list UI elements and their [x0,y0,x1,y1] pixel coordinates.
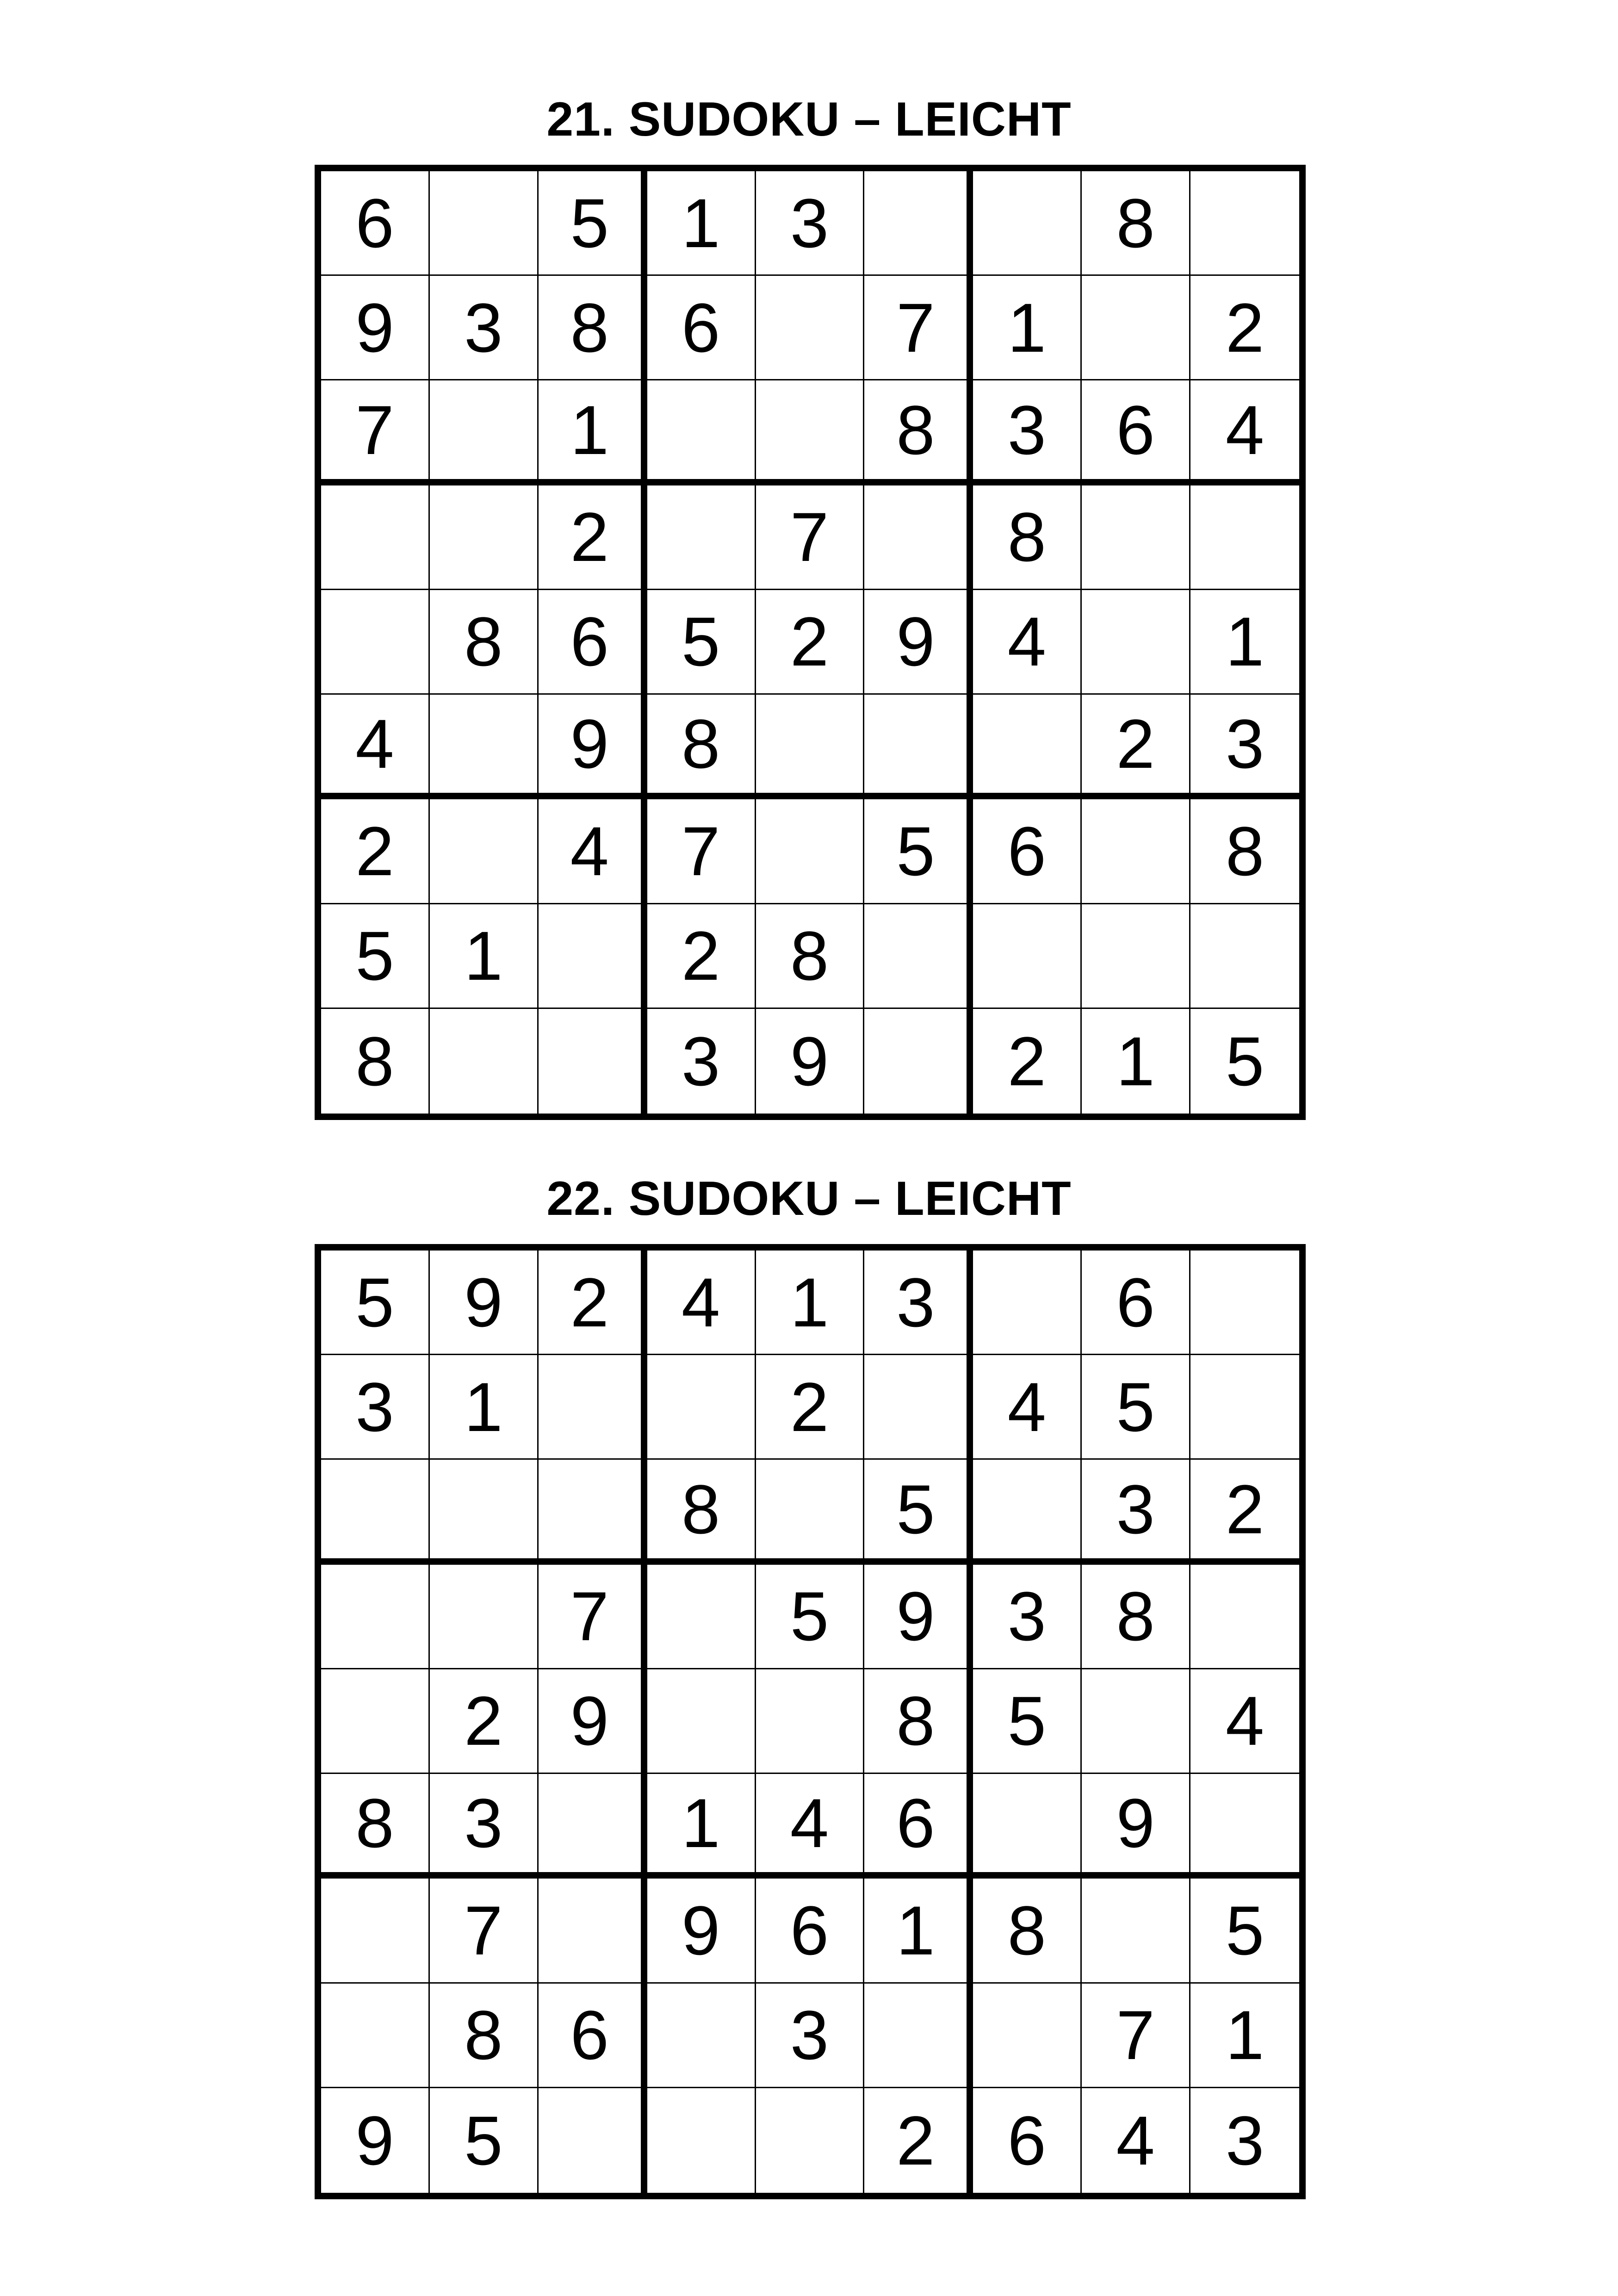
sudoku-cell[interactable]: 9 [321,276,430,380]
sudoku-cell[interactable]: 8 [430,1984,539,2088]
sudoku-cell[interactable] [430,695,539,799]
sudoku-cell[interactable]: 7 [756,485,865,590]
sudoku-cell[interactable]: 9 [756,1009,865,1114]
sudoku-cell[interactable]: 9 [864,590,973,695]
sudoku-cell[interactable] [430,1460,539,1564]
sudoku-cell[interactable]: 5 [1190,1879,1299,1983]
sudoku-cell[interactable]: 2 [647,904,756,1009]
sudoku-cell[interactable]: 1 [1082,1009,1190,1114]
sudoku-cell[interactable]: 5 [539,171,647,276]
sudoku-cell[interactable] [1082,1669,1190,1774]
sudoku-cell[interactable]: 4 [756,1774,865,1879]
sudoku-cell[interactable]: 3 [647,1009,756,1114]
sudoku-cell[interactable]: 3 [1190,695,1299,799]
sudoku-cell[interactable]: 3 [864,1251,973,1355]
sudoku-cell[interactable] [1082,799,1190,904]
sudoku-cell[interactable] [647,1565,756,1669]
sudoku-cell[interactable]: 4 [973,590,1082,695]
sudoku-cell[interactable]: 8 [321,1774,430,1879]
sudoku-cell[interactable] [321,1879,430,1983]
sudoku-cell[interactable]: 9 [647,1879,756,1983]
sudoku-cell[interactable]: 7 [647,799,756,904]
sudoku-cell[interactable] [1190,904,1299,1009]
sudoku-cell[interactable]: 9 [321,2088,430,2193]
sudoku-cell[interactable]: 5 [864,1460,973,1564]
sudoku-cell[interactable]: 8 [539,276,647,380]
sudoku-cell[interactable] [864,1984,973,2088]
sudoku-cell[interactable]: 2 [756,1355,865,1460]
sudoku-cell[interactable]: 1 [430,904,539,1009]
sudoku-cell[interactable]: 8 [647,1460,756,1564]
sudoku-cell[interactable]: 1 [430,1355,539,1460]
sudoku-cell[interactable] [321,1669,430,1774]
sudoku-cell[interactable]: 4 [539,799,647,904]
sudoku-cell[interactable]: 9 [864,1565,973,1669]
sudoku-cell[interactable]: 5 [1225,1022,1265,1100]
sudoku-cell[interactable] [756,380,865,485]
sudoku-grid [315,165,1306,1120]
sudoku-cell[interactable]: 1 [647,171,756,276]
sudoku-cell[interactable]: 6 [539,1984,647,2088]
sudoku-cell[interactable] [430,799,539,904]
sudoku-cell[interactable]: 6 [756,1879,865,1983]
sudoku-cell[interactable]: 4 [973,1355,1082,1460]
sudoku-cell[interactable] [864,1355,973,1460]
sudoku-cell[interactable]: 6 [321,171,430,276]
sudoku-cell[interactable] [430,171,539,276]
sudoku-cell[interactable] [647,485,756,590]
sudoku-cell[interactable]: 9 [539,695,647,799]
sudoku-cell[interactable] [973,695,1082,799]
sudoku-cell[interactable]: 1 [973,276,1082,380]
sudoku-cell[interactable]: 5 [321,904,430,1009]
sudoku-grid [315,1244,1306,2199]
sudoku-cell[interactable] [647,1984,756,2088]
sudoku-cell[interactable] [647,2088,756,2193]
sudoku-cell[interactable] [756,1669,865,1774]
sudoku-cell[interactable]: 5 [430,2088,539,2193]
sudoku-cell[interactable]: 2 [539,485,647,590]
sudoku-cell[interactable] [539,2088,647,2193]
sudoku-cell[interactable]: 6 [1082,1251,1190,1355]
sudoku-cell[interactable] [1190,1565,1299,1669]
sudoku-cell[interactable]: 5 [647,590,756,695]
sudoku-cell[interactable]: 4 [1082,2088,1190,2193]
sudoku-cell[interactable] [1190,1251,1299,1355]
sudoku-cell[interactable]: 8 [973,485,1082,590]
sudoku-cell[interactable] [1082,904,1190,1009]
sudoku-cell[interactable]: 8 [1082,1565,1190,1669]
sudoku-cell[interactable]: 1 [539,380,647,485]
sudoku-cell[interactable] [1190,171,1299,276]
sudoku-cell[interactable] [1082,1879,1190,1983]
sudoku-cell[interactable] [756,799,865,904]
sudoku-cell[interactable]: 6 [973,799,1082,904]
sudoku-cell[interactable]: 6 [864,1774,973,1879]
sudoku-cell[interactable] [973,1251,1082,1355]
sudoku-cell[interactable] [973,171,1082,276]
sudoku-cell[interactable]: 2 [1082,695,1190,799]
sudoku-cell[interactable] [973,1984,1082,2088]
sudoku-cell[interactable]: 2 [430,1669,539,1774]
sudoku-cell[interactable] [973,904,1082,1009]
sudoku-cell[interactable] [539,1355,647,1460]
sudoku-cell[interactable] [864,485,973,590]
sudoku-cell[interactable] [1190,485,1299,590]
puzzle-title: 21. SUDOKU – LEICHT [546,93,1072,146]
sudoku-cell[interactable]: 6 [1082,380,1190,485]
sudoku-cell[interactable] [430,1009,539,1114]
sudoku-cell[interactable] [321,1984,430,2088]
sudoku-cell[interactable]: 7 [321,380,430,485]
sudoku-cell[interactable] [756,276,865,380]
sudoku-cell[interactable]: 7 [864,276,973,380]
sudoku-cell[interactable]: 2 [973,1009,1082,1114]
sudoku-cell[interactable] [756,2088,865,2193]
sudoku-cell[interactable]: 4 [321,695,430,799]
puzzle-title: 22. SUDOKU – LEICHT [546,1172,1072,1226]
sudoku-cell[interactable]: 6 [973,2088,1082,2193]
sudoku-cell[interactable] [1190,1355,1299,1460]
sudoku-cell[interactable]: 5 [321,1251,430,1355]
sudoku-cell[interactable]: 5 [973,1669,1082,1774]
sudoku-cell[interactable] [430,1565,539,1669]
sudoku-cell[interactable]: 3 [1225,2101,1265,2179]
sudoku-cell[interactable]: 8 [430,590,539,695]
sudoku-cell[interactable] [321,485,430,590]
sudoku-cell[interactable]: 2 [321,799,430,904]
sudoku-cell[interactable] [864,171,973,276]
sudoku-cell[interactable] [539,904,647,1009]
sudoku-cell[interactable] [1082,590,1190,695]
sudoku-cell[interactable] [1082,485,1190,590]
sudoku-cell[interactable]: 8 [973,1879,1082,1983]
sudoku-cell[interactable]: 3 [321,1355,430,1460]
sudoku-cell[interactable]: 9 [430,1251,539,1355]
sudoku-cell[interactable] [539,1460,647,1564]
sudoku-cell[interactable]: 2 [539,1251,647,1355]
sudoku-cell[interactable]: 1 [756,1251,865,1355]
sudoku-cell[interactable]: 6 [539,590,647,695]
sudoku-cell[interactable] [539,1879,647,1983]
sudoku-cell[interactable] [647,1355,756,1460]
sudoku-cell[interactable]: 2 [1190,276,1299,380]
sudoku-cell[interactable] [864,695,973,799]
sudoku-cell[interactable]: 9 [539,1669,647,1774]
sudoku-cell[interactable]: 1 [864,1879,973,1983]
sudoku-cell[interactable] [539,1774,647,1879]
sudoku-cell[interactable]: 3 [756,1984,865,2088]
sudoku-cell[interactable]: 6 [647,276,756,380]
sudoku-cell[interactable]: 3 [973,1565,1082,1669]
sudoku-cell[interactable]: 4 [647,1251,756,1355]
sudoku-cell[interactable]: 3 [430,276,539,380]
sudoku-cell[interactable] [756,695,865,799]
sudoku-cell[interactable]: 5 [1082,1355,1190,1460]
sudoku-cell[interactable] [647,1669,756,1774]
sudoku-cell[interactable]: 7 [430,1879,539,1983]
sudoku-cell[interactable] [973,1460,1082,1564]
sudoku-cell[interactable]: 2 [756,590,865,695]
sudoku-cell[interactable] [973,1774,1082,1879]
sudoku-cell[interactable]: 4 [1190,1669,1299,1774]
sudoku-cell[interactable]: 8 [1082,171,1190,276]
sudoku-cell[interactable] [1190,1774,1299,1879]
sudoku-cell[interactable] [864,904,973,1009]
sudoku-cell[interactable]: 1 [647,1774,756,1879]
sudoku-cell[interactable]: 8 [647,695,756,799]
sudoku-cell[interactable]: 1 [1190,1984,1299,2088]
sudoku-cell[interactable]: 8 [864,380,973,485]
sudoku-cell[interactable]: 3 [430,1774,539,1879]
sudoku-cell[interactable]: 8 [756,904,865,1009]
sudoku-cell[interactable] [430,380,539,485]
sudoku-cell[interactable]: 8 [1190,799,1299,904]
sudoku-cell[interactable] [321,1460,430,1564]
sudoku-cell[interactable] [321,1565,430,1669]
sudoku-cell[interactable] [756,1460,865,1564]
sudoku-cell[interactable] [321,590,430,695]
sudoku-cell[interactable]: 1 [1190,590,1299,695]
sudoku-cell[interactable] [1082,276,1190,380]
sudoku-cell[interactable] [430,485,539,590]
sudoku-cell[interactable]: 7 [539,1565,647,1669]
sudoku-cell[interactable]: 2 [864,2088,973,2193]
sudoku-cell[interactable] [647,380,756,485]
sudoku-cell[interactable]: 9 [1082,1774,1190,1879]
sudoku-cell[interactable] [539,1009,647,1114]
sudoku-cell[interactable]: 8 [321,1009,430,1114]
sudoku-cell[interactable] [864,1009,973,1114]
sudoku-cell[interactable]: 5 [756,1565,865,1669]
sudoku-cell[interactable]: 3 [1082,1460,1190,1564]
sudoku-cell[interactable]: 8 [864,1669,973,1774]
sudoku-cell[interactable]: 5 [864,799,973,904]
sudoku-cell[interactable]: 4 [1190,380,1299,485]
sudoku-cell[interactable]: 7 [1082,1984,1190,2088]
sudoku-cell[interactable]: 3 [756,171,865,276]
sudoku-cell[interactable]: 2 [1190,1460,1299,1564]
sudoku-cell[interactable]: 3 [973,380,1082,485]
